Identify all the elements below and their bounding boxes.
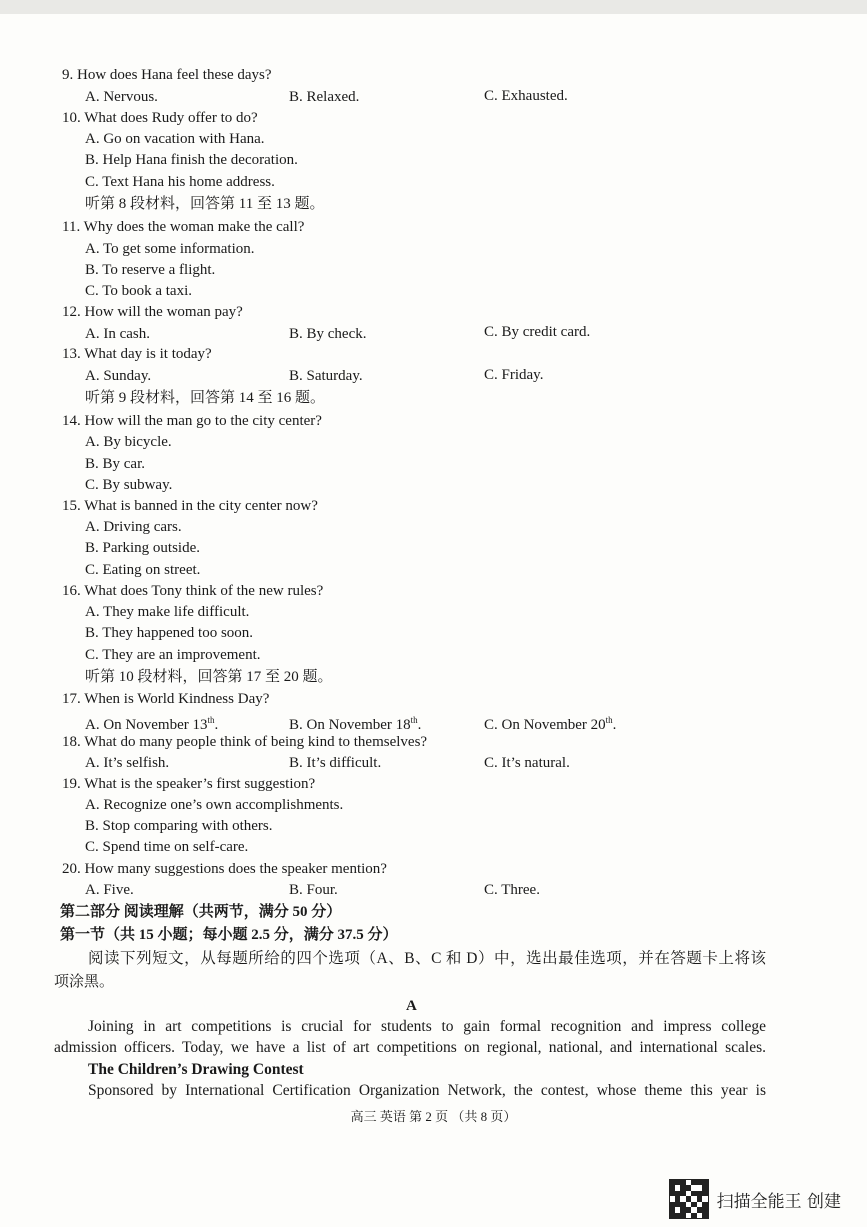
q10-option-a: A. Go on vacation with Hana.: [85, 131, 265, 147]
q12-option-a: A. In cash.: [85, 326, 150, 342]
q16-option-c: C. They are an improvement.: [85, 647, 261, 663]
q20-option-a: A. Five.: [85, 882, 134, 898]
question-14: 14. How will the man go to the city center?: [62, 413, 322, 429]
q18-option-b: B. It’s difficult.: [289, 755, 382, 771]
q12-option-c: C. By credit card.: [484, 324, 591, 340]
q13-option-c: C. Friday.: [484, 367, 544, 383]
q15-option-a: A. Driving cars.: [85, 519, 182, 535]
q15-option-b: B. Parking outside.: [85, 540, 200, 556]
question-20: 20. How many suggestions does the speaker mention?: [62, 861, 387, 877]
q18-option-c: C. It’s natural.: [484, 755, 570, 771]
q9-option-c: C. Exhausted.: [484, 88, 568, 104]
q10-option-c: C. Text Hana his home address.: [85, 174, 275, 190]
q17-option-c: C. On November 20th.: [484, 715, 617, 733]
q11-option-a: A. To get some information.: [85, 241, 255, 257]
q16-option-b: B. They happened too soon.: [85, 625, 254, 641]
page-footer: 高三 英语 第 2 页 （共 8 页）: [350, 1109, 517, 1124]
q14-option-c: C. By subway.: [85, 477, 173, 493]
q11-option-c: C. To book a taxi.: [85, 283, 192, 299]
q12-option-b: B. By check.: [289, 326, 367, 342]
listening-intro-10: 听第 10 段材料，回答第 17 至 20 题。: [85, 669, 333, 685]
q13-option-b: B. Saturday.: [289, 368, 363, 384]
passage-para-1-line-1: Joining in art competitions is crucial for students to gain formal recognition and impress college: [88, 1018, 766, 1035]
question-11: 11. Why does the woman make the call?: [62, 219, 305, 235]
passage-para-1-line-2: admission officers. Today, we have a list of art competitions on regional, national, and international scales.: [54, 1039, 766, 1056]
scanner-watermark: [669, 1179, 841, 1219]
question-12: 12. How will the woman pay?: [62, 304, 243, 320]
part-2-heading: 第二部分 阅读理解（共两节，满分 50 分）: [60, 904, 342, 920]
q13-option-a: A. Sunday.: [85, 368, 152, 384]
contest-title: The Children’s Drawing Contest: [88, 1061, 304, 1078]
q11-option-b: B. To reserve a flight.: [85, 262, 216, 278]
q19-option-b: B. Stop comparing with others.: [85, 818, 273, 834]
q18-option-a: A. It’s selfish.: [85, 755, 170, 771]
question-17: 17. When is World Kindness Day?: [62, 691, 270, 707]
q14-option-a: A. By bicycle.: [85, 434, 172, 450]
q19-option-a: A. Recognize one’s own accomplishments.: [85, 797, 344, 813]
qr-code-icon: [669, 1179, 709, 1219]
watermark-text: 扫描全能王 创建: [716, 1191, 841, 1212]
q14-option-b: B. By car.: [85, 456, 145, 472]
question-10: 10. What does Rudy offer to do?: [62, 110, 258, 126]
q20-option-b: B. Four.: [289, 882, 338, 898]
question-15: 15. What is banned in the city center now?: [62, 498, 318, 514]
question-13: 13. What day is it today?: [62, 346, 212, 362]
q9-option-a: A. Nervous.: [85, 89, 158, 105]
q17-option-a: A. On November 13th.: [85, 715, 219, 733]
listening-intro-8: 听第 8 段材料，回答第 11 至 13 题。: [85, 196, 325, 212]
passage-para-2-line-1: Sponsored by International Certification Organization Network, the contest, whose theme this year is: [88, 1082, 766, 1099]
q20-option-c: C. Three.: [484, 882, 540, 898]
question-9: 9. How does Hana feel these days?: [62, 67, 272, 83]
passage-label: A: [406, 998, 417, 1014]
q19-option-c: C. Spend time on self-care.: [85, 839, 249, 855]
q10-option-b: B. Help Hana finish the decoration.: [85, 152, 298, 168]
instruction-line-2: 项涂黑。: [54, 974, 115, 990]
question-19: 19. What is the speaker’s first suggestion?: [62, 776, 316, 792]
question-16: 16. What does Tony think of the new rules?: [62, 583, 324, 599]
section-1-heading: 第一节（共 15 小题；每小题 2.5 分，满分 37.5 分）: [60, 927, 398, 943]
q16-option-a: A. They make life difficult.: [85, 604, 250, 620]
q9-option-b: B. Relaxed.: [289, 89, 360, 105]
listening-intro-9: 听第 9 段材料，回答第 14 至 16 题。: [85, 390, 326, 406]
question-18: 18. What do many people think of being kind to themselves?: [62, 734, 428, 750]
q15-option-c: C. Eating on street.: [85, 562, 201, 578]
scan-edge: [0, 0, 867, 14]
instruction-line-1: 阅读下列短文，从每题所给的四个选项（A、B、C 和 D）中，选出最佳选项，并在答题卡上将该: [88, 950, 766, 967]
q17-option-b: B. On November 18th.: [289, 715, 422, 733]
